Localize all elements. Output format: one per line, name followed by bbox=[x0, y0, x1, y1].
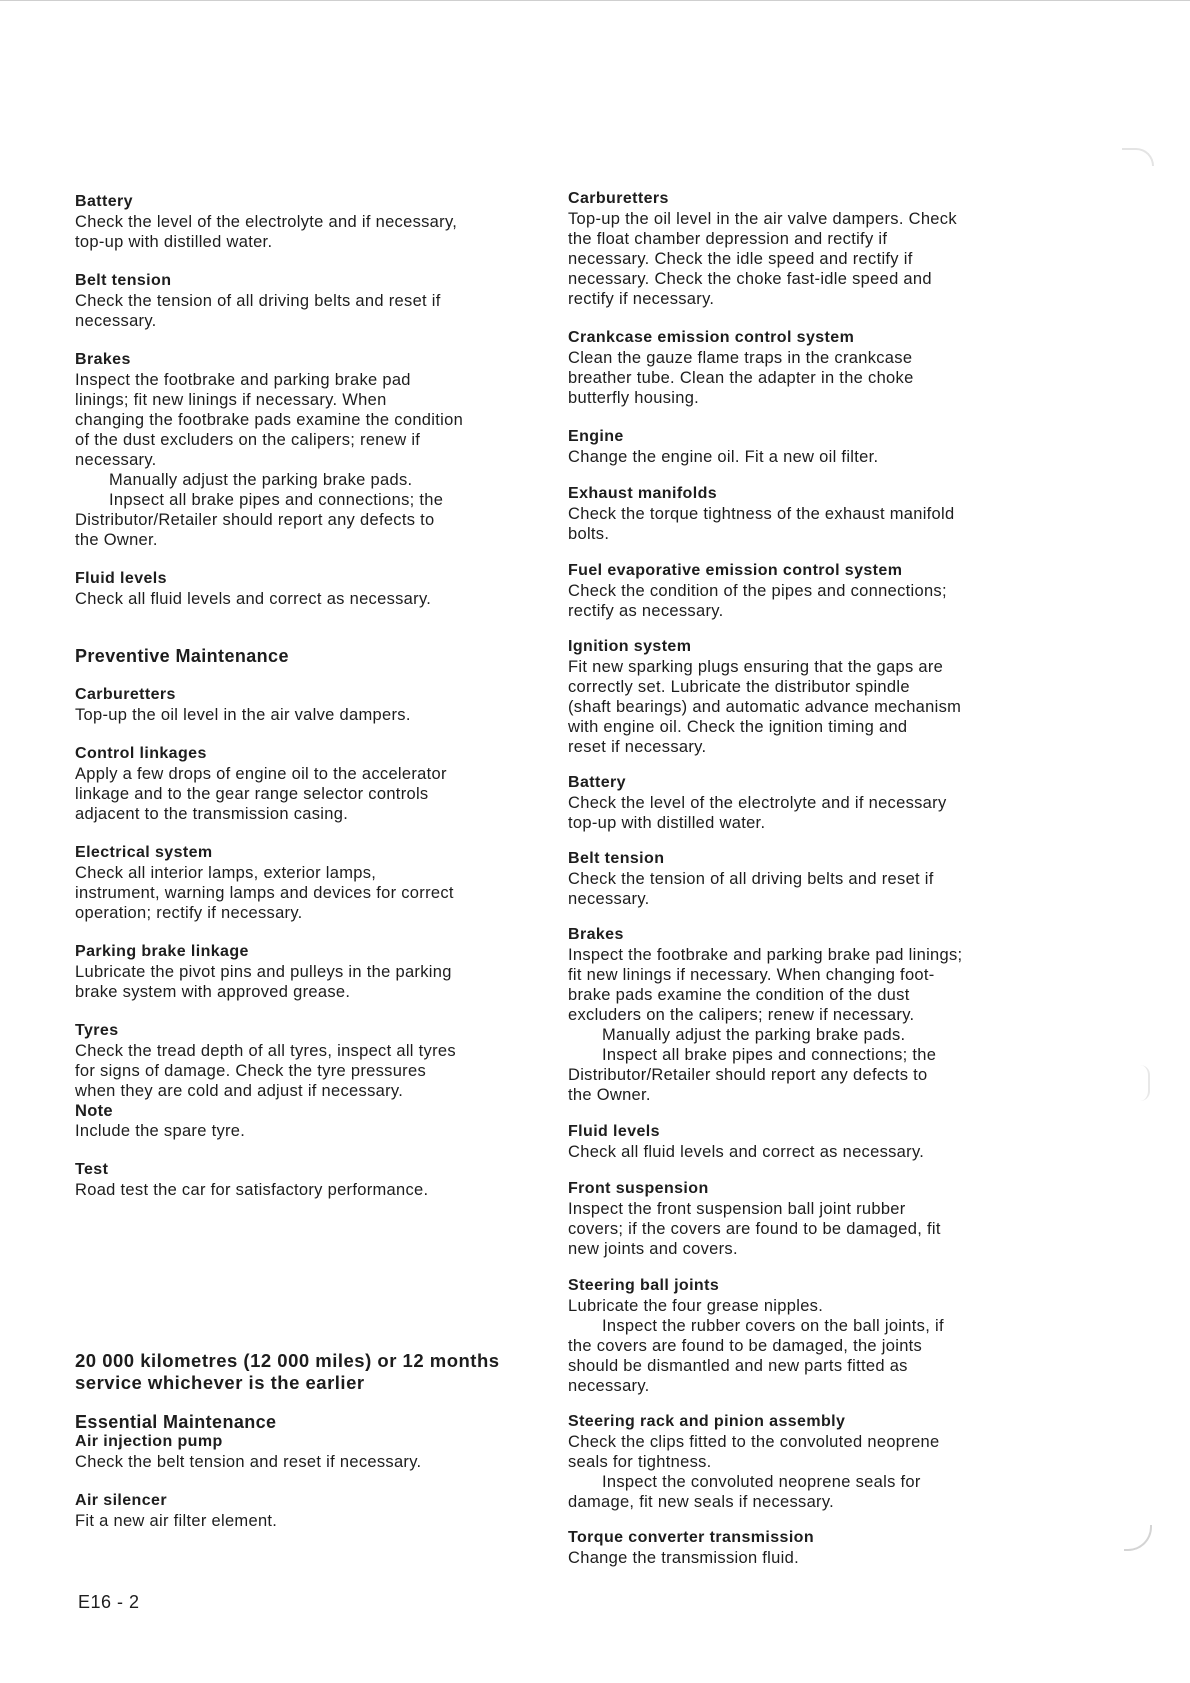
section-title: Tyres bbox=[75, 1022, 119, 1039]
section-carburetters bbox=[568, 189, 1038, 309]
section-text: Check the level of the electrolyte and if necessary, top-up with distilled water. bbox=[75, 213, 458, 251]
section-exhaust-manifolds bbox=[568, 484, 1038, 544]
section-tyres bbox=[75, 1021, 535, 1141]
section-fluid-levels bbox=[568, 1122, 1038, 1162]
section-text: Change the transmission fluid. bbox=[568, 1549, 799, 1567]
section-title: Carburetters bbox=[568, 190, 669, 207]
section-title: Brakes bbox=[568, 926, 624, 943]
page-top-rule bbox=[0, 0, 1190, 1]
note-text: Include the spare tyre. bbox=[75, 1122, 246, 1140]
section-text: Inspect the front suspension ball joint rubber covers; if the covers are found to be damaged, fit new joints and covers. bbox=[568, 1200, 941, 1258]
section-title: Brakes bbox=[75, 351, 131, 368]
section-crankcase-emission bbox=[568, 328, 1038, 408]
preventive-maintenance-heading: Preventive Maintenance bbox=[75, 646, 289, 666]
section-text: Road test the car for satisfactory performance. bbox=[75, 1181, 429, 1199]
left-column bbox=[75, 192, 535, 1531]
section-text: Lubricate the pivot pins and pulleys in the parking brake system with approved grease. bbox=[75, 963, 452, 1001]
section-front-suspension bbox=[568, 1179, 1038, 1259]
section-title: Exhaust manifolds bbox=[568, 485, 718, 502]
section-engine bbox=[568, 427, 1038, 467]
section-battery bbox=[568, 773, 1038, 833]
section-parking-brake-linkage bbox=[75, 942, 535, 1002]
indented-text: Inspect the convoluted neoprene seals for bbox=[602, 1473, 921, 1491]
section-text: Top-up the oil level in the air valve dampers. bbox=[75, 706, 411, 724]
section-title: Test bbox=[75, 1161, 109, 1178]
section-text: Check the tension of all driving belts and reset if necessary. bbox=[75, 292, 441, 330]
page-number: E16 - 2 bbox=[78, 1592, 140, 1612]
section-title: Fluid levels bbox=[568, 1123, 660, 1140]
section-text: Lubricate the four grease nipples. bbox=[568, 1297, 824, 1315]
indented-text: Manually adjust the parking brake pads. bbox=[109, 471, 413, 489]
section-ignition-system bbox=[568, 637, 1038, 757]
essential-maintenance-heading: Essential Maintenance bbox=[75, 1412, 277, 1432]
indented-text: Inpsect all brake pipes and connections; the bbox=[109, 491, 444, 509]
section-title: Control linkages bbox=[75, 745, 207, 762]
section-title: Belt tension bbox=[75, 272, 172, 289]
section-title: Battery bbox=[75, 193, 133, 210]
scan-edge-mark bbox=[1122, 148, 1154, 166]
section-belt-tension bbox=[568, 849, 1038, 909]
section-title: Fluid levels bbox=[75, 570, 167, 587]
section-brakes bbox=[568, 925, 1038, 1105]
section-text: damage, fit new seals if necessary. bbox=[568, 1493, 835, 1511]
section-text: Clean the gauze flame traps in the crankcase breather tube. Clean the adapter in the choke butterfly housing. bbox=[568, 349, 914, 407]
section-title: Fuel evaporative emission control system bbox=[568, 562, 903, 579]
section-text: Inspect the footbrake and parking brake pad linings; fit new linings if necessary. When changing foot- brake pads examine the condition of the dust excluders on the calipers; renew if necessary. bbox=[568, 946, 963, 1024]
section-text: Check all interior lamps, exterior lamps, instrument, warning lamps and devices for correct operation; rectify if necessary. bbox=[75, 864, 454, 922]
section-text: Check the belt tension and reset if necessary. bbox=[75, 1453, 422, 1471]
section-steering-rack bbox=[568, 1412, 1038, 1512]
service-interval-heading: 20 000 kilometres (12 000 miles) or 12 months service whichever is the earlier bbox=[75, 1350, 500, 1393]
section-title: Parking brake linkage bbox=[75, 943, 249, 960]
section-title: Battery bbox=[568, 774, 626, 791]
section-torque-converter bbox=[568, 1528, 1038, 1568]
section-title: Front suspension bbox=[568, 1180, 709, 1197]
section-control-linkages bbox=[75, 744, 535, 824]
section-text: Fit new sparking plugs ensuring that the gaps are correctly set. Lubricate the distributor spindle (shaft bearings) and automatic advance mechanism with engine oil. Check the ignition timing and reset if necessary. bbox=[568, 658, 962, 756]
note-label: Note bbox=[75, 1102, 113, 1120]
section-text: Check the condition of the pipes and connections; rectify as necessary. bbox=[568, 582, 947, 620]
section-title: Ignition system bbox=[568, 638, 692, 655]
section-text: Distributor/Retailer should report any defects to the Owner. bbox=[75, 511, 435, 549]
section-title: Torque converter transmission bbox=[568, 1529, 815, 1546]
section-title: Engine bbox=[568, 428, 624, 445]
section-title: Air silencer bbox=[75, 1492, 167, 1509]
scan-edge-mark bbox=[1124, 1525, 1152, 1551]
section-brakes bbox=[75, 350, 535, 550]
section-text: Inspect the footbrake and parking brake pad linings; fit new linings if necessary. When changing the footbrake pads examine the condition of the dust excluders on the calipers; renew if necessary. bbox=[75, 371, 464, 469]
section-text: Check all fluid levels and correct as necessary. bbox=[75, 590, 432, 608]
section-text: Apply a few drops of engine oil to the accelerator linkage and to the gear range selector controls adjacent to the transmission casing. bbox=[75, 765, 447, 823]
section-fluid-levels bbox=[75, 569, 535, 609]
indented-text: Manually adjust the parking brake pads. bbox=[602, 1026, 906, 1044]
section-text: Check the tread depth of all tyres, inspect all tyres for signs of damage. Check the tyre pressures when they are cold and adjust if necessary. bbox=[75, 1042, 456, 1100]
section-fuel-evaporative bbox=[568, 561, 1038, 621]
section-text: Check all fluid levels and correct as necessary. bbox=[568, 1143, 925, 1161]
section-air-injection-pump bbox=[75, 1432, 535, 1472]
section-test bbox=[75, 1160, 535, 1200]
section-text: Top-up the oil level in the air valve dampers. Check the float chamber depression and rectify if necessary. Check the idle speed and rectify if necessary. Check the choke fast-idle speed and rectify if necessary. bbox=[568, 210, 957, 308]
section-text: Check the torque tightness of the exhaust manifold bolts. bbox=[568, 505, 955, 543]
right-column bbox=[568, 189, 1038, 1568]
section-belt-tension bbox=[75, 271, 535, 331]
section-steering-ball-joints bbox=[568, 1276, 1038, 1396]
section-title: Air injection pump bbox=[75, 1433, 223, 1450]
indented-text: Inspect all brake pipes and connections; the bbox=[602, 1046, 937, 1064]
section-text: Fit a new air filter element. bbox=[75, 1512, 278, 1530]
section-text: the covers are found to be damaged, the joints should be dismantled and new parts fitted as necessary. bbox=[568, 1337, 923, 1395]
section-carburetters bbox=[75, 685, 535, 725]
section-text: Check the tension of all driving belts and reset if necessary. bbox=[568, 870, 934, 908]
section-electrical-system bbox=[75, 843, 535, 923]
section-title: Belt tension bbox=[568, 850, 665, 867]
indented-text: Inspect the rubber covers on the ball joints, if bbox=[602, 1317, 944, 1335]
section-text: Check the clips fitted to the convoluted neoprene seals for tightness. bbox=[568, 1433, 940, 1471]
section-battery bbox=[75, 192, 535, 252]
section-air-silencer bbox=[75, 1491, 535, 1531]
section-title: Electrical system bbox=[75, 844, 213, 861]
scan-edge-mark bbox=[1140, 1065, 1150, 1101]
section-title: Crankcase emission control system bbox=[568, 329, 855, 346]
section-text: Distributor/Retailer should report any defects to the Owner. bbox=[568, 1066, 928, 1104]
section-title: Steering ball joints bbox=[568, 1277, 720, 1294]
section-title: Carburetters bbox=[75, 686, 176, 703]
section-text: Check the level of the electrolyte and if necessary top-up with distilled water. bbox=[568, 794, 947, 832]
section-title: Steering rack and pinion assembly bbox=[568, 1413, 846, 1430]
section-text: Change the engine oil. Fit a new oil filter. bbox=[568, 448, 879, 466]
